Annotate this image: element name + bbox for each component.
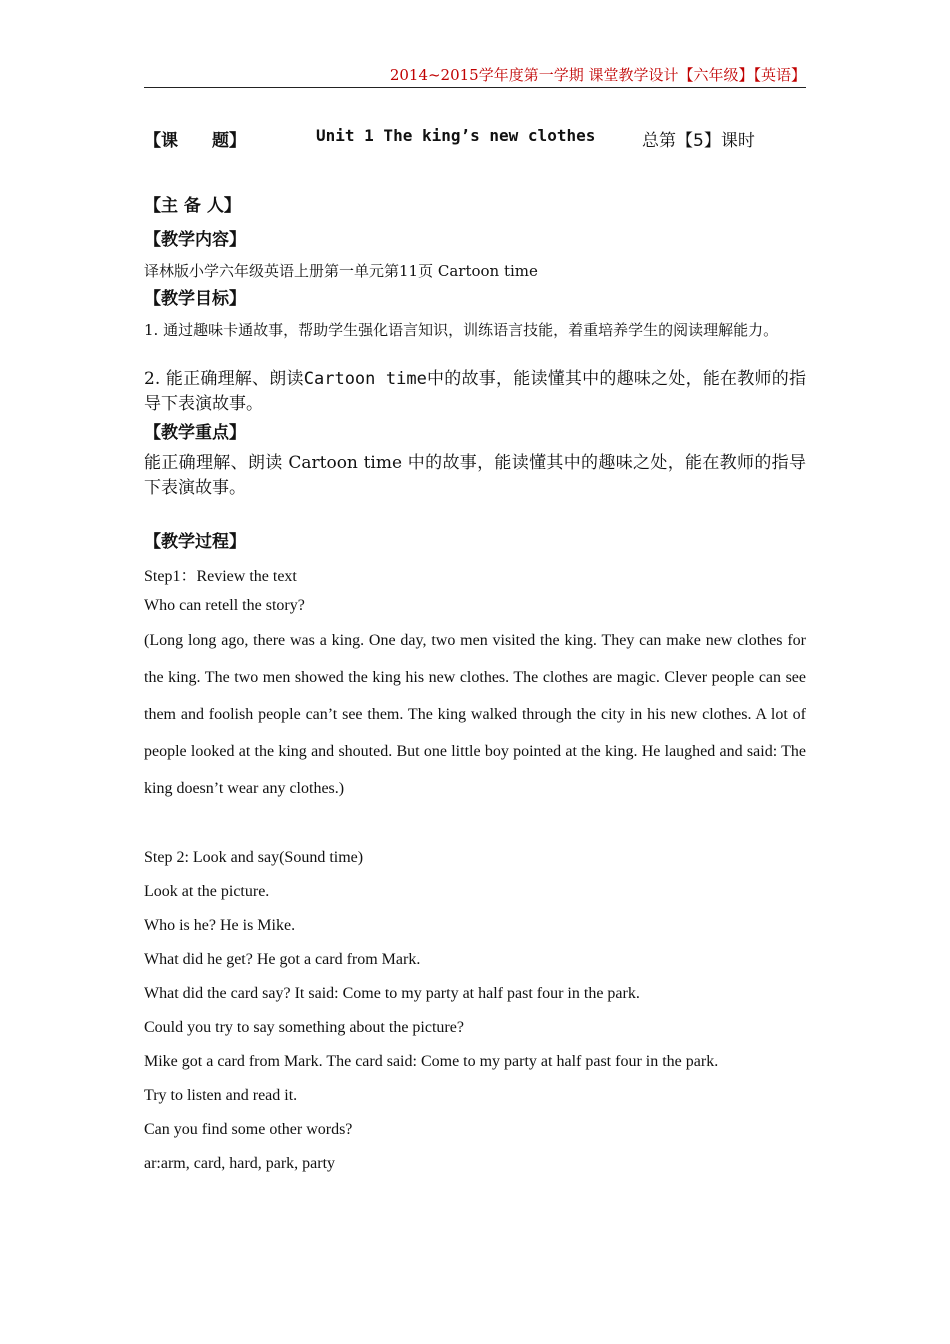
process-label: 【教学过程】 — [144, 532, 246, 552]
page-header: 2014~2015学年度第一学期 课堂教学设计【六年级】【英语】 — [144, 64, 806, 88]
preparer-label: 【主 备 人】 — [144, 196, 241, 216]
goals-label: 【教学目标】 — [144, 289, 246, 309]
step-1-question: Who can retell the story? — [144, 597, 305, 614]
content-label: 【教学内容】 — [144, 230, 246, 250]
step-2-line: Could you try to say something about the picture? — [144, 1019, 464, 1036]
goal-2 — [144, 367, 806, 417]
lesson-count: 总第【5】课时 — [642, 131, 755, 151]
goal-1: 1. 通过趣味卡通故事，帮助学生强化语言知识，训练语言技能，着重培养学生的阅读理解能力。 — [144, 321, 779, 339]
step-2-line: Mike got a card from Mark. The card said: Come to my party at half past four in the park. — [144, 1053, 719, 1070]
step-1-title: Step1：Review the text — [144, 568, 297, 585]
key-text: 能正确理解、朗读 Cartoon time 中的故事，能读懂其中的趣味之处，能在教师的指导下表演故事。 — [144, 453, 806, 498]
goal-2-prefix: 2. 能正确理解、朗读 — [144, 369, 304, 389]
step-2-line: What did he get? He got a card from Mark. — [144, 951, 421, 968]
story-paragraph: (Long long ago, there was a king. One day, two men visited the king. They can make new clothes for the king. The two men showed the king his new clothes. The clothes are magic. Clever people can see them and foolish people can’t see them. The king walked through the city in his new clothes. A lot of people looked at the king and shouted. But one little boy pointed at the king. He laughed and said: The king doesn’t wear any clothes.) — [144, 632, 806, 797]
step-2-line: What did the card say? It said: Come to my party at half past four in the park. — [144, 985, 640, 1002]
step-2-line: ar:arm, card, hard, park, party — [144, 1155, 336, 1172]
step-2-line: Can you find some other words? — [144, 1121, 353, 1138]
step-2-line: Look at the picture. — [144, 883, 270, 900]
key-label: 【教学重点】 — [144, 423, 246, 443]
goal-2-mono: Cartoon time — [303, 369, 427, 389]
title-row — [144, 126, 755, 151]
unit-title: Unit 1 The king’s new clothes — [316, 126, 596, 145]
goal-2-suffix: 中的故事，能读懂其中的趣味之处，能在教师的指导下表演故事。 — [144, 369, 806, 414]
title-label: 【课 题】 — [144, 131, 246, 151]
step-2-line: Who is he? He is Mike. — [144, 917, 296, 934]
step-2-line: Step 2: Look and say(Sound time) — [144, 849, 364, 866]
step-2-line: Try to listen and read it. — [144, 1087, 298, 1104]
content-text: 译林版小学六年级英语上册第一单元第11页 Cartoon time — [144, 262, 538, 280]
